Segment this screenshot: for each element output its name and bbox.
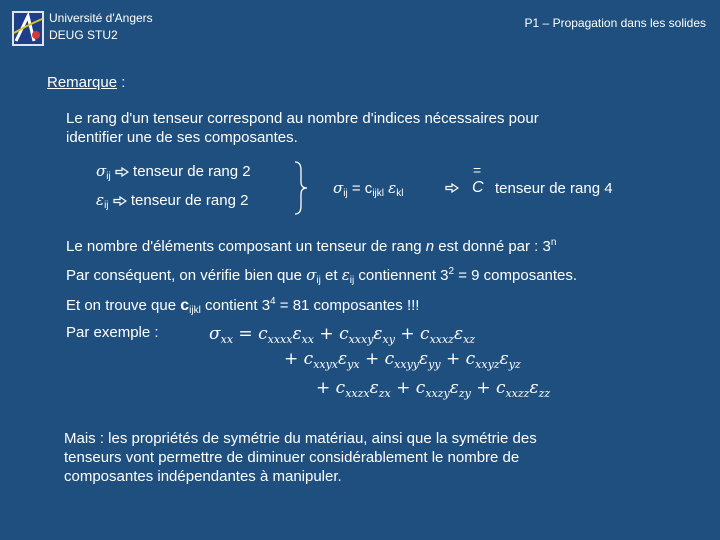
found-exponent: 4 [270, 296, 276, 307]
eq-plus: + [359, 349, 385, 369]
sigma-symbol: σ [306, 266, 317, 284]
ij-subscript: ij [349, 275, 355, 286]
example-label: Par exemple : [66, 324, 159, 341]
eq-eps-sub: yx [347, 358, 360, 371]
rank2-epsilon-line [96, 191, 248, 215]
eq-eps-sub: xy [382, 333, 395, 346]
header-program: DEUG STU2 [49, 28, 118, 42]
epsilon-symbol: ε [96, 191, 105, 209]
epsilon-symbol: ε [341, 266, 350, 284]
eq-eps: ε [499, 349, 509, 369]
relation-equals-c: = c [347, 180, 373, 197]
consequence-tail: = 9 composantes. [454, 267, 578, 284]
header-university: Université d'Angers [49, 11, 153, 25]
eq-eps: ε [419, 349, 429, 369]
sigma-symbol: σ [96, 162, 107, 180]
found-subscript: ijkl [189, 305, 201, 316]
ij-subscript: ij [343, 188, 348, 199]
rank4-label: tenseur de rang 4 [495, 180, 613, 197]
eq-eps: ε [338, 349, 348, 369]
eq-c: c [495, 378, 506, 398]
eq-c-sub: xxzy [425, 387, 450, 400]
eq-c: c [339, 324, 349, 344]
elements-exponent: n [550, 237, 557, 248]
sigma-symbol: σ [333, 179, 344, 197]
eq-eps: ε [369, 378, 379, 398]
eq-c-sub: xxzz [505, 387, 530, 400]
eq-plus: + [316, 378, 336, 398]
remark-label: Remarque [47, 74, 118, 91]
implies-arrow-icon [113, 196, 127, 206]
ij-subscript: ij [316, 275, 321, 286]
remark-colon: : [117, 74, 126, 91]
eq-eps-sub: xx [301, 333, 314, 346]
stiffness-tensor-C: C [472, 179, 484, 196]
eq-eps: ε [529, 378, 539, 398]
consequence-exponent: 2 [448, 266, 455, 277]
eq-c: c [465, 349, 476, 369]
consequence-line [66, 262, 577, 290]
eq-c-sub: xxzx [345, 387, 370, 400]
eq-plus: + [284, 349, 304, 369]
eq-eps: ε [449, 378, 459, 398]
ijkl-subscript: ijkl [372, 188, 384, 199]
eq-sigma: σ [209, 324, 221, 344]
conclusion-line-2: tenseurs vont permettre de diminuer considérablement le nombre de [64, 449, 520, 466]
kl-subscript: kl [396, 188, 404, 199]
tensor-double-bar: = [473, 162, 482, 178]
rank2-label: tenseur de rang 2 [130, 192, 249, 209]
found-mid: contient 3 [200, 297, 271, 314]
consequence-mid: contiennent 3 [354, 267, 449, 284]
eq-plus: + [394, 324, 421, 344]
conclusion-line-3: composantes indépendantes à manipuler. [64, 468, 342, 485]
eq-c-sub: xxyy [394, 358, 419, 371]
eq-plus: + [470, 378, 496, 398]
epsilon-symbol: ε [388, 179, 397, 197]
eq-c-sub: xxyx [313, 358, 339, 371]
ij-subscript: ij [106, 171, 111, 182]
right-brace-icon [293, 160, 309, 216]
eq-eps-sub: zx [378, 387, 391, 400]
eq-eps-sub: yz [508, 358, 521, 371]
equation-line-3 [316, 376, 550, 406]
university-logo [12, 11, 44, 46]
eq-c: c [335, 378, 346, 398]
rank-n: n [425, 238, 435, 255]
elements-count-line [66, 233, 556, 256]
eq-eps: ε [453, 324, 464, 344]
eq-equals: = [233, 324, 259, 344]
found-line [66, 292, 419, 320]
eq-plus: + [314, 324, 340, 344]
found-pre: Et on trouve que [66, 297, 181, 314]
elements-text: Le nombre d'éléments composant un tenseur de rang [66, 238, 426, 255]
consequence-and: et [320, 267, 342, 284]
eq-eps-sub: xz [463, 333, 476, 346]
rank2-sigma-line [96, 162, 251, 186]
conclusion-line-1: Mais : les propriétés de symétrie du matériau, ainsi que la symétrie des [64, 430, 537, 447]
eq-sigma-sub: xx [220, 333, 234, 346]
eq-eps-sub: zy [458, 387, 471, 400]
eq-c-sub: xxxz [429, 333, 454, 346]
rank2-label: tenseur de rang 2 [133, 163, 251, 180]
eq-eps-sub: yy [428, 358, 441, 371]
eq-eps: ε [292, 324, 302, 344]
eq-c: c [415, 378, 426, 398]
eq-plus: + [440, 349, 466, 369]
implies-arrow-icon [115, 167, 129, 177]
eq-c-sub: xxxy [348, 333, 374, 346]
remark-heading [47, 73, 125, 92]
equation-line-2 [284, 347, 521, 377]
eq-c: c [384, 349, 395, 369]
eq-c: c [303, 349, 314, 369]
eq-eps-sub: zz [538, 387, 551, 400]
eq-c: c [420, 324, 430, 344]
eq-plus: + [390, 378, 416, 398]
elements-tail: est donné par : 3 [434, 238, 551, 255]
consequence-pre: Par conséquent, on vérifie bien que [66, 267, 307, 284]
header-course-title: P1 – Propagation dans les solides [524, 16, 706, 30]
eq-c-sub: xxxx [267, 333, 293, 346]
ij-subscript: ij [104, 200, 109, 211]
intro-line-2: identifier une de ses composantes. [66, 129, 298, 146]
hooke-law-relation [333, 179, 403, 203]
eq-eps: ε [373, 324, 383, 344]
found-tail: = 81 composantes !!! [275, 297, 420, 314]
intro-line-1: Le rang d'un tenseur correspond au nombre d'indices nécessaires pour [66, 110, 539, 127]
eq-c: c [258, 324, 268, 344]
eq-c-sub: xxyz [475, 358, 500, 371]
implies-arrow-icon [445, 183, 459, 193]
found-c: c [180, 297, 190, 314]
